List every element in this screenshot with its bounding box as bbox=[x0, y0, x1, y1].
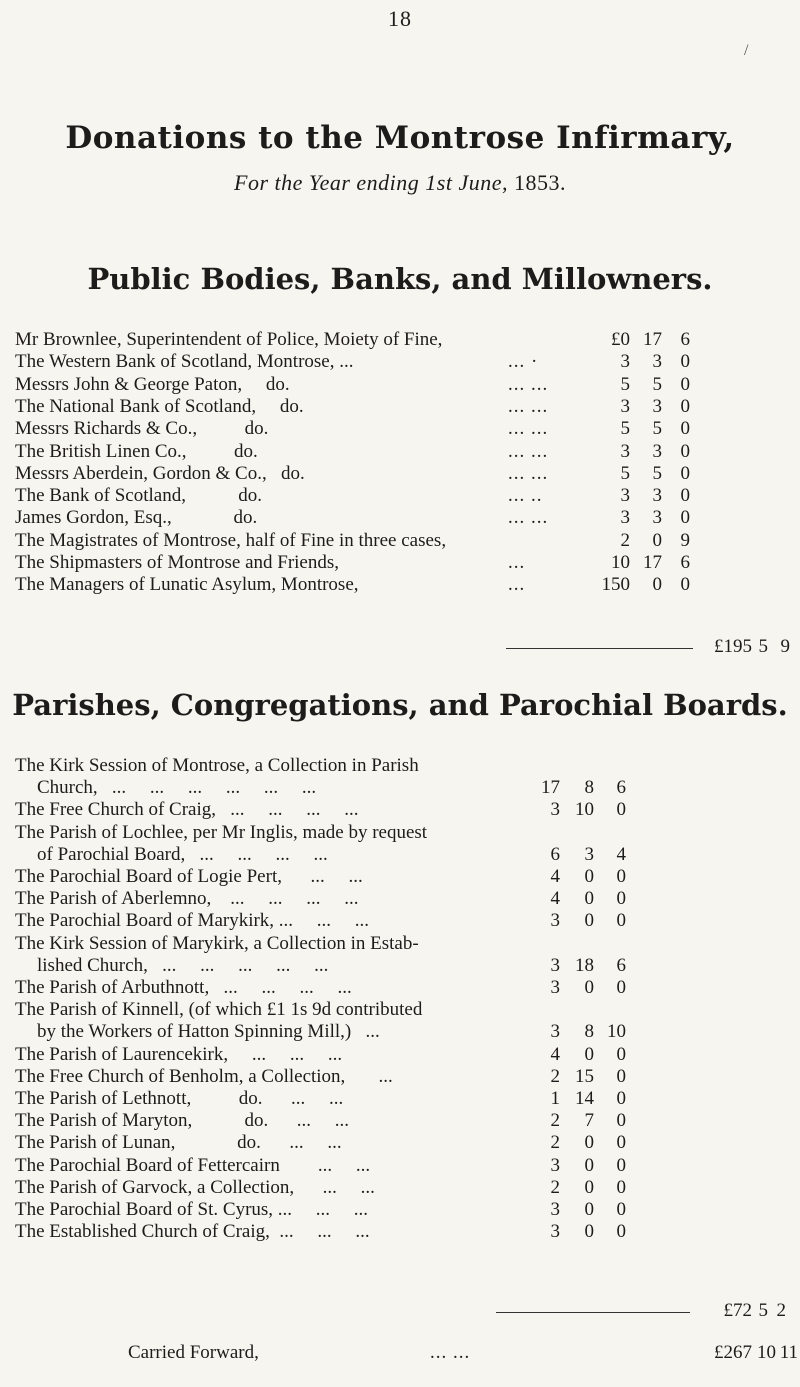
entry-pence: 6 bbox=[616, 954, 626, 976]
entry-pence: 0 bbox=[680, 485, 690, 507]
section2-row bbox=[0, 1220, 800, 1244]
subtitle-year: 1853. bbox=[514, 170, 566, 195]
entry-description: The Parish of Lunan, do. ... ... bbox=[15, 1132, 342, 1154]
entry-pence: 6 bbox=[616, 777, 626, 799]
entry-pounds: 2 bbox=[620, 529, 630, 551]
entry-pence: 0 bbox=[616, 866, 626, 887]
entry-description: The Free Church of Craig, ... ... ... ... bbox=[15, 799, 359, 821]
entry-pence: 0 bbox=[616, 799, 626, 821]
section1-total-shillings: 5 bbox=[758, 636, 768, 657]
page-number: 18 bbox=[388, 6, 412, 31]
section1-row bbox=[0, 551, 800, 575]
section2-row bbox=[0, 1176, 800, 1200]
corner-mark: / bbox=[744, 42, 749, 59]
entry-pence: 0 bbox=[680, 574, 690, 596]
section2-row bbox=[0, 1109, 800, 1133]
section1-row bbox=[0, 328, 800, 352]
section1-row bbox=[0, 573, 800, 597]
section-heading-public-bodies: Public Bodies, Banks, and Millowners. bbox=[87, 262, 713, 296]
entry-pounds: 3 bbox=[620, 440, 630, 462]
section1-total-pence: 9 bbox=[780, 636, 790, 657]
entry-pounds: 3 bbox=[550, 954, 560, 976]
carried-forward-shillings: 10 bbox=[757, 1342, 776, 1363]
entry-description: The Shipmasters of Montrose and Friends, bbox=[15, 552, 340, 573]
entry-pounds: 3 bbox=[550, 1154, 560, 1176]
entry-pence: 0 bbox=[680, 373, 690, 395]
entry-pence: 0 bbox=[680, 462, 690, 484]
entry-pounds: 3 bbox=[550, 977, 560, 998]
entry-pence: 0 bbox=[616, 1110, 626, 1132]
section2-row bbox=[0, 887, 800, 911]
entry-leader-dots: ... ... bbox=[508, 440, 549, 462]
entry-description: The Parochial Board of Logie Pert, ... ... bbox=[15, 866, 363, 887]
entry-description: Messrs Richards & Co., do. bbox=[15, 418, 269, 440]
entry-pence: 6 bbox=[680, 329, 690, 350]
entry-leader-dots: ... ... bbox=[508, 395, 549, 417]
entry-pounds: 2 bbox=[550, 1176, 560, 1198]
entry-shillings: 0 bbox=[584, 1176, 594, 1198]
entry-shillings: 0 bbox=[584, 1132, 594, 1154]
entry-shillings: 5 bbox=[652, 462, 662, 484]
section2-row bbox=[0, 998, 800, 1022]
entry-pence: 10 bbox=[607, 1021, 626, 1043]
entry-description: The Parochial Board of Marykirk, ... ... ... bbox=[15, 910, 370, 932]
section2-row bbox=[0, 754, 800, 778]
entry-shillings: 3 bbox=[652, 440, 662, 462]
entry-description: James Gordon, Esq., do. bbox=[15, 507, 258, 529]
entry-pence: 0 bbox=[680, 507, 690, 529]
entry-pence: 0 bbox=[616, 1154, 626, 1176]
page-title: Donations to the Montrose Infirmary, bbox=[65, 120, 735, 156]
entry-shillings: 17 bbox=[643, 552, 662, 573]
entry-pence: 0 bbox=[680, 395, 690, 417]
entry-description: by the Workers of Hatton Spinning Mill,) ... bbox=[37, 1021, 380, 1043]
entry-pence: 0 bbox=[680, 440, 690, 462]
entry-shillings: 0 bbox=[584, 910, 594, 932]
entry-pounds: 3 bbox=[550, 910, 560, 932]
entry-description: The Parish of Kinnell, (of which £1 1s 9d contributed bbox=[15, 999, 423, 1021]
entry-pounds: 5 bbox=[620, 373, 630, 395]
entry-description: The Parochial Board of St. Cyrus, ... ... ... bbox=[15, 1199, 369, 1220]
section1-total-pounds: £195 bbox=[714, 636, 752, 657]
section1-row bbox=[0, 506, 800, 530]
entry-leader-dots: ... .. bbox=[508, 485, 543, 507]
entry-shillings: 0 bbox=[652, 529, 662, 551]
entry-description: The Magistrates of Montrose, half of Fine in three cases, bbox=[15, 529, 447, 551]
entry-shillings: 18 bbox=[575, 954, 594, 976]
section2-total-pounds: £72 bbox=[723, 1300, 752, 1321]
entry-description: The Managers of Lunatic Asylum, Montrose, bbox=[15, 574, 359, 596]
entry-pounds: 4 bbox=[550, 866, 560, 887]
section2-row bbox=[0, 909, 800, 933]
entry-description: The Established Church of Craig, ... ... ... bbox=[15, 1221, 370, 1243]
entry-pence: 0 bbox=[616, 888, 626, 910]
entry-pounds: 4 bbox=[550, 1043, 560, 1065]
entry-description: Mr Brownlee, Superintendent of Police, Moiety of Fine, bbox=[15, 329, 443, 350]
section1-row bbox=[0, 462, 800, 486]
entry-leader-dots: ... bbox=[508, 552, 526, 573]
entry-description: Messrs John & George Paton, do. bbox=[15, 373, 290, 395]
section2-row bbox=[0, 1154, 800, 1178]
section2-row bbox=[0, 1131, 800, 1155]
entry-shillings: 3 bbox=[652, 395, 662, 417]
section2-total-pence: 2 bbox=[776, 1300, 786, 1321]
entry-shillings: 0 bbox=[584, 866, 594, 887]
section1-row bbox=[0, 350, 800, 374]
entry-shillings: 0 bbox=[584, 1199, 594, 1220]
entry-pounds: 4 bbox=[550, 888, 560, 910]
entry-pounds: 6 bbox=[550, 843, 560, 865]
entry-shillings: 3 bbox=[652, 351, 662, 373]
entry-description: of Parochial Board, ... ... ... ... bbox=[37, 843, 328, 865]
section2-row bbox=[0, 1198, 800, 1222]
entry-leader-dots: ... ... bbox=[508, 462, 549, 484]
entry-pence: 0 bbox=[680, 418, 690, 440]
section1-total bbox=[0, 636, 800, 660]
entry-description: The Kirk Session of Marykirk, a Collection in Estab- bbox=[15, 932, 419, 954]
entry-description: The Parish of Laurencekirk, ... ... ... bbox=[15, 1043, 343, 1065]
entry-pence: 4 bbox=[616, 843, 626, 865]
entry-description: The Parochial Board of Fettercairn ... ... bbox=[15, 1154, 371, 1176]
entry-pence: 0 bbox=[616, 1199, 626, 1220]
section1-row bbox=[0, 529, 800, 553]
subtitle-text: For the Year ending 1st June, bbox=[234, 170, 508, 195]
section1-row bbox=[0, 373, 800, 397]
entry-shillings: 10 bbox=[575, 799, 594, 821]
section2-row bbox=[0, 1020, 800, 1044]
section2-row bbox=[0, 1065, 800, 1089]
entry-description: The Parish of Garvock, a Collection, ... ... bbox=[15, 1176, 375, 1198]
entry-pounds: £0 bbox=[611, 329, 630, 350]
entry-pence: 0 bbox=[616, 1176, 626, 1198]
section2-row bbox=[0, 932, 800, 956]
entry-pounds: 3 bbox=[550, 1199, 560, 1220]
entry-pence: 0 bbox=[616, 1065, 626, 1087]
entry-shillings: 8 bbox=[584, 777, 594, 799]
section2-row bbox=[0, 776, 800, 800]
entry-pounds: 3 bbox=[550, 1021, 560, 1043]
entry-description: The Western Bank of Scotland, Montrose, ... bbox=[15, 351, 354, 373]
section2-row bbox=[0, 865, 800, 889]
entry-description: The British Linen Co., do. bbox=[15, 440, 258, 462]
entry-leader-dots: ... ... bbox=[508, 507, 549, 529]
entry-shillings: 0 bbox=[584, 1043, 594, 1065]
entry-description: Messrs Aberdein, Gordon & Co., do. bbox=[15, 462, 305, 484]
entry-pounds: 5 bbox=[620, 418, 630, 440]
entry-shillings: 0 bbox=[584, 977, 594, 998]
entry-shillings: 14 bbox=[575, 1088, 594, 1109]
carried-forward-pounds: £267 bbox=[714, 1342, 752, 1363]
section2-row bbox=[0, 1043, 800, 1067]
entry-description: lished Church, ... ... ... ... ... bbox=[37, 954, 329, 976]
entry-shillings: 15 bbox=[575, 1065, 594, 1087]
entry-description: The Parish of Lochlee, per Mr Inglis, made by request bbox=[15, 821, 428, 843]
entry-pence: 0 bbox=[616, 1088, 626, 1109]
section2-row bbox=[0, 821, 800, 845]
entry-description: The Parish of Lethnott, do. ... ... bbox=[15, 1088, 344, 1109]
entry-description: The Parish of Maryton, do. ... ... bbox=[15, 1110, 350, 1132]
entry-pounds: 150 bbox=[601, 574, 630, 596]
entry-pounds: 3 bbox=[550, 1221, 560, 1243]
entry-shillings: 0 bbox=[584, 888, 594, 910]
carried-forward-dots: ... ... bbox=[430, 1342, 471, 1363]
entry-description: The Parish of Arbuthnott, ... ... ... ... bbox=[15, 977, 352, 998]
entry-shillings: 7 bbox=[584, 1110, 594, 1132]
entry-pounds: 10 bbox=[611, 552, 630, 573]
section2-total bbox=[0, 1300, 800, 1324]
page-subtitle bbox=[0, 170, 800, 196]
entry-pounds: 2 bbox=[550, 1110, 560, 1132]
entry-description: The Kirk Session of Montrose, a Collection in Parish bbox=[15, 755, 419, 776]
entry-pounds: 5 bbox=[620, 462, 630, 484]
section1-row bbox=[0, 440, 800, 464]
carried-forward-label: Carried Forward, bbox=[128, 1342, 259, 1363]
entry-shillings: 0 bbox=[652, 574, 662, 596]
entry-leader-dots: ... ... bbox=[508, 373, 549, 395]
section2-row bbox=[0, 798, 800, 822]
entry-pence: 0 bbox=[616, 1043, 626, 1065]
entry-pence: 0 bbox=[616, 910, 626, 932]
entry-shillings: 8 bbox=[584, 1021, 594, 1043]
entry-pounds: 3 bbox=[550, 799, 560, 821]
section2-row bbox=[0, 843, 800, 867]
entry-leader-dots: ... bbox=[508, 574, 526, 596]
section2-row bbox=[0, 976, 800, 1000]
entry-shillings: 5 bbox=[652, 418, 662, 440]
section2-row bbox=[0, 954, 800, 978]
section1-row bbox=[0, 395, 800, 419]
section1-row bbox=[0, 417, 800, 441]
entry-pounds: 3 bbox=[620, 395, 630, 417]
entry-pounds: 3 bbox=[620, 351, 630, 373]
section2-total-shillings: 5 bbox=[758, 1300, 768, 1321]
entry-pounds: 1 bbox=[550, 1088, 560, 1109]
entry-description: Church, ... ... ... ... ... ... bbox=[37, 777, 317, 799]
entry-pounds: 3 bbox=[620, 507, 630, 529]
entry-description: The National Bank of Scotland, do. bbox=[15, 395, 304, 417]
entry-pounds: 17 bbox=[541, 777, 560, 799]
entry-pence: 0 bbox=[616, 1221, 626, 1243]
entry-description: The Free Church of Benholm, a Collection, ... bbox=[15, 1065, 393, 1087]
carried-forward-row bbox=[0, 1342, 800, 1366]
entry-pence: 0 bbox=[616, 977, 626, 998]
entry-shillings: 3 bbox=[584, 843, 594, 865]
entry-pounds: 2 bbox=[550, 1132, 560, 1154]
entry-description: The Bank of Scotland, do. bbox=[15, 485, 262, 507]
entry-pounds: 2 bbox=[550, 1065, 560, 1087]
entry-leader-dots: ... ... bbox=[508, 418, 549, 440]
entry-shillings: 17 bbox=[643, 329, 662, 350]
entry-pence: 0 bbox=[680, 351, 690, 373]
section1-row bbox=[0, 484, 800, 508]
entry-shillings: 5 bbox=[652, 373, 662, 395]
entry-pounds: 3 bbox=[620, 485, 630, 507]
entry-pence: 0 bbox=[616, 1132, 626, 1154]
carried-forward-pence: 11 bbox=[779, 1342, 798, 1363]
entry-description: The Parish of Aberlemno, ... ... ... ... bbox=[15, 888, 359, 910]
section2-row bbox=[0, 1087, 800, 1111]
entry-pence: 9 bbox=[680, 529, 690, 551]
entry-shillings: 0 bbox=[584, 1154, 594, 1176]
entry-pence: 6 bbox=[680, 552, 690, 573]
entry-leader-dots: ... · bbox=[508, 351, 539, 373]
entry-shillings: 3 bbox=[652, 485, 662, 507]
section-heading-parishes: Parishes, Congregations, and Parochial Boards. bbox=[12, 688, 788, 722]
entry-shillings: 0 bbox=[584, 1221, 594, 1243]
entry-shillings: 3 bbox=[652, 507, 662, 529]
